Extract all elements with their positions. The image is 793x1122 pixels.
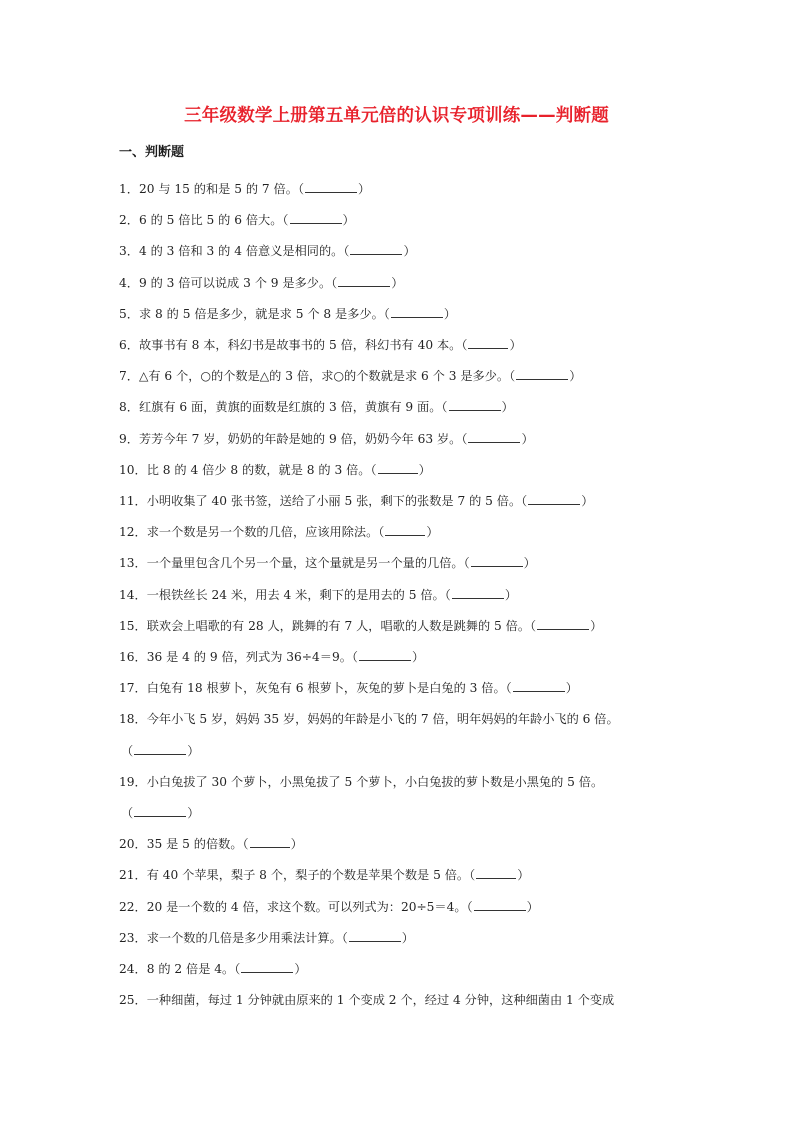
question-answer-line: [119, 736, 679, 767]
question-item: [119, 268, 679, 299]
question-number: 16．: [119, 650, 147, 665]
answer-blank[interactable]: [474, 899, 526, 911]
question-text: 芳芳今年 7 岁，奶奶的年龄是她的 9 倍，奶奶今年 63 岁。: [138, 431, 462, 446]
question-text: 故事书有 8 本，科幻书是故事书的 5 倍，科幻书有 40 本。: [138, 338, 462, 353]
paren-open: （: [378, 525, 385, 540]
question-number: 20．: [119, 837, 147, 852]
question-number: 18．: [119, 712, 147, 727]
answer-slot[interactable]: [461, 338, 521, 352]
question-answer-line: [119, 798, 679, 829]
question-number: 17．: [119, 681, 147, 696]
answer-slot[interactable]: [467, 900, 539, 914]
question-item: [119, 673, 679, 704]
question-text: 20 与 15 的和是 5 的 7 倍。: [138, 182, 298, 196]
answer-slot[interactable]: [378, 525, 438, 539]
question-number: 4．: [119, 275, 139, 290]
question-item: [119, 330, 679, 361]
question-number: 19．: [119, 774, 147, 789]
question-item: [119, 486, 679, 517]
question-text: 9 的 3 倍可以说成 3 个 9 是多少。: [138, 275, 332, 290]
paren-close: ）: [443, 306, 457, 321]
answer-blank[interactable]: [449, 399, 501, 411]
question-text: △有 6 个，○的个数是△的 3 倍，求○的个数就是求 6 个 3 是多少。: [138, 369, 510, 384]
answer-slot[interactable]: [121, 744, 199, 758]
answer-blank[interactable]: [378, 462, 418, 474]
answer-blank[interactable]: [537, 618, 589, 630]
answer-slot[interactable]: [343, 244, 415, 258]
question-number: 23．: [119, 930, 147, 945]
question-item: [119, 517, 679, 548]
paren-open: （: [121, 806, 134, 821]
question-text: 比 8 的 4 倍少 8 的数，就是 8 的 3 倍。: [146, 462, 371, 477]
answer-blank[interactable]: [349, 930, 401, 942]
paren-close: ）: [187, 806, 200, 821]
paren-close: ）: [187, 743, 200, 758]
paren-open: （: [444, 587, 451, 602]
paren-close: ）: [526, 899, 539, 914]
paren-open: （: [461, 338, 468, 353]
answer-blank[interactable]: [516, 368, 568, 380]
answer-slot[interactable]: [243, 837, 303, 851]
answer-slot[interactable]: [121, 806, 199, 820]
question-item: [119, 704, 679, 735]
question-number: 12．: [119, 525, 147, 540]
paren-open: （: [441, 400, 448, 415]
answer-slot[interactable]: [352, 650, 424, 664]
question-number: 1．: [119, 182, 139, 196]
question-item: [119, 174, 679, 205]
answer-slot[interactable]: [234, 962, 306, 976]
question-list: [119, 174, 679, 1016]
paren-open: （: [121, 743, 134, 758]
question-number: 10．: [119, 462, 147, 477]
paren-close: ）: [426, 525, 439, 540]
question-item: [119, 205, 679, 236]
question-text: 一个量里包含几个另一个量，这个量就是另一个量的几倍。: [146, 556, 464, 571]
question-number: 22．: [119, 899, 147, 914]
question-number: 7．: [119, 369, 139, 384]
question-text: 一种细菌，每过 1 分钟就由原来的 1 个变成 2 个，经过 4 分钟，这种细菌由 1 个变成: [146, 993, 615, 1008]
paren-close: ）: [391, 275, 404, 290]
question-text: 8 的 2 倍是 4。: [146, 962, 235, 977]
answer-blank[interactable]: [134, 743, 186, 755]
paren-open: （: [469, 868, 476, 883]
paren-open: （: [466, 899, 473, 914]
paren-close: ）: [411, 650, 425, 665]
answer-slot[interactable]: [461, 432, 533, 446]
answer-slot[interactable]: [469, 868, 529, 882]
paren-open: （: [234, 962, 241, 977]
answer-blank[interactable]: [241, 961, 293, 973]
question-number: 13．: [119, 556, 147, 571]
paren-close: ）: [418, 462, 431, 477]
paren-open: （: [341, 930, 348, 945]
answer-slot[interactable]: [384, 307, 456, 321]
answer-slot[interactable]: [530, 619, 602, 633]
question-text: 4 的 3 倍和 3 的 4 倍意义是相同的。: [138, 244, 344, 259]
answer-slot[interactable]: [282, 213, 354, 227]
paren-close: ）: [523, 556, 536, 571]
answer-blank[interactable]: [471, 555, 523, 567]
paren-open: （: [530, 618, 537, 633]
answer-blank[interactable]: [359, 649, 411, 661]
paren-open: （: [461, 431, 468, 446]
answer-slot[interactable]: [509, 369, 581, 383]
paren-open: （: [351, 650, 358, 665]
paren-open: （: [242, 837, 249, 852]
question-text: 20 是一个数的 4 倍，求这个数。可以列式为：20÷5＝4。: [146, 899, 467, 914]
question-text: 求 8 的 5 倍是多少，就是求 5 个 8 是多少。: [138, 306, 384, 321]
answer-blank[interactable]: [134, 805, 186, 817]
question-item: [119, 548, 679, 579]
answer-blank[interactable]: [290, 212, 342, 224]
paren-open: （: [521, 494, 528, 509]
paren-open: （: [343, 244, 350, 259]
answer-slot[interactable]: [521, 494, 593, 508]
question-number: 5．: [119, 306, 139, 321]
question-number: 25．: [119, 993, 147, 1008]
page-title: 三年级数学上册第五单元倍的认识专项训练——判断题: [184, 106, 609, 126]
paren-open: （: [383, 306, 390, 321]
answer-blank[interactable]: [385, 524, 425, 536]
paren-open: （: [463, 556, 470, 571]
question-item: [119, 424, 679, 455]
question-text: 今年小飞 5 岁，妈妈 35 岁，妈妈的年龄是小飞的 7 倍，明年妈妈的年龄小飞的 6 倍。: [146, 712, 619, 727]
question-item: [119, 580, 679, 611]
paren-close: ）: [294, 962, 307, 977]
paren-open: （: [505, 681, 512, 696]
question-item: [119, 985, 679, 1016]
paren-open: （: [331, 275, 338, 290]
question-text: 36 是 4 的 9 倍，列式为 36÷4＝9。: [146, 650, 352, 665]
answer-blank[interactable]: [338, 275, 390, 287]
section-heading: 一、判断题: [119, 145, 185, 160]
paren-open: （: [282, 213, 289, 228]
question-number: 8．: [119, 400, 139, 415]
paren-close: ）: [290, 837, 303, 852]
question-item: [119, 829, 679, 860]
answer-blank[interactable]: [350, 243, 402, 255]
answer-blank[interactable]: [250, 836, 290, 848]
answer-slot[interactable]: [342, 931, 414, 945]
question-item: [119, 361, 679, 392]
paren-open: （: [370, 462, 377, 477]
question-item: [119, 236, 679, 267]
question-number: 21．: [119, 868, 147, 883]
question-item: [119, 923, 679, 954]
paren-close: ）: [521, 431, 534, 446]
question-number: 9．: [119, 431, 139, 446]
question-number: 2．: [119, 213, 139, 228]
question-item: [119, 392, 679, 423]
answer-slot[interactable]: [331, 276, 403, 290]
question-text: 红旗有 6 面，黄旗的面数是红旗的 3 倍，黄旗有 9 面。: [138, 400, 442, 415]
question-item: [119, 611, 679, 642]
paren-close: ）: [509, 338, 522, 353]
question-item: [119, 455, 679, 486]
paren-close: ）: [581, 494, 594, 509]
paren-open: （: [297, 182, 305, 196]
question-item: [119, 299, 679, 330]
paren-close: ）: [517, 868, 530, 883]
paren-close: ）: [401, 930, 414, 945]
paren-close: ）: [342, 213, 355, 228]
paren-close: ）: [569, 369, 582, 384]
answer-slot[interactable]: [370, 463, 430, 477]
paren-close: ）: [501, 400, 514, 415]
answer-blank[interactable]: [476, 867, 516, 879]
question-item: [119, 860, 679, 891]
answer-blank[interactable]: [391, 306, 443, 318]
answer-blank[interactable]: [528, 493, 580, 505]
question-text: 小白兔拔了 30 个萝卜，小黑兔拔了 5 个萝卜，小白兔拔的萝卜数是小黑兔的 5 倍。: [146, 774, 604, 789]
paren-open: （: [509, 369, 516, 384]
question-text: 白兔有 18 根萝卜，灰兔有 6 根萝卜，灰兔的萝卜是白兔的 3 倍。: [146, 681, 506, 696]
question-text: 一根铁丝长 24 米，用去 4 米，剩下的是用去的 5 倍。: [146, 587, 445, 602]
question-number: 6．: [119, 338, 139, 353]
question-text: 求一个数的几倍是多少用乘法计算。: [146, 930, 342, 945]
question-text: 35 是 5 的倍数。: [146, 837, 243, 852]
question-text: 6 的 5 倍比 5 的 6 倍大。: [138, 213, 283, 228]
answer-slot[interactable]: [445, 588, 517, 602]
paren-close: ）: [358, 182, 371, 196]
question-item: [119, 642, 679, 673]
answer-blank[interactable]: [468, 337, 508, 349]
question-item: [119, 954, 679, 985]
question-text: 小明收集了 40 张书签，送给了小丽 5 张，剩下的张数是 7 的 5 倍。: [146, 494, 522, 509]
question-item: [119, 767, 679, 798]
answer-blank[interactable]: [468, 431, 520, 443]
question-text: 求一个数是另一个数的几倍，应该用除法。: [146, 525, 379, 540]
paren-close: ）: [504, 587, 517, 602]
question-number: 3．: [119, 244, 139, 259]
paren-close: ）: [590, 618, 603, 633]
answer-blank[interactable]: [513, 680, 565, 692]
answer-blank[interactable]: [452, 587, 504, 599]
answer-blank[interactable]: [305, 181, 357, 193]
question-text: 有 40 个苹果，梨子 8 个，梨子的个数是苹果个数是 5 倍。: [146, 868, 470, 883]
answer-slot[interactable]: [441, 400, 513, 414]
question-number: 24．: [119, 962, 147, 977]
question-text: 联欢会上唱歌的有 28 人，跳舞的有 7 人，唱歌的人数是跳舞的 5 倍。: [146, 618, 531, 633]
answer-slot[interactable]: [464, 556, 536, 570]
answer-slot[interactable]: [298, 182, 370, 196]
answer-slot[interactable]: [506, 681, 578, 695]
question-number: 14．: [119, 587, 147, 602]
question-number: 11．: [119, 494, 147, 509]
question-item: [119, 892, 679, 923]
paren-close: ）: [403, 244, 416, 259]
question-number: 15．: [119, 618, 147, 633]
paren-close: ）: [565, 681, 578, 696]
